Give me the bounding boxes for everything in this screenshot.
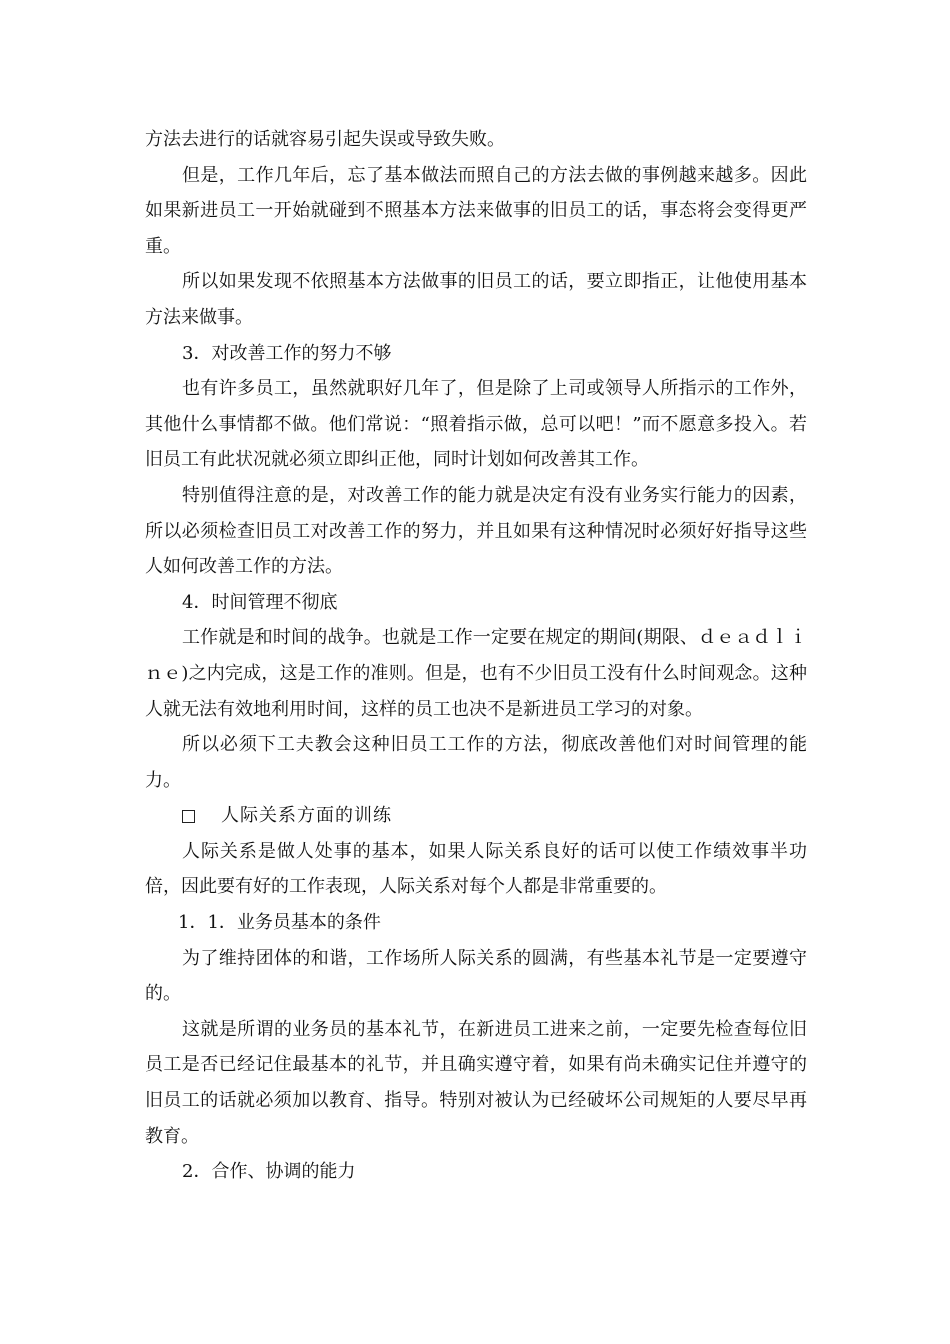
heading-item-2: 2．合作、协调的能力 — [182, 1161, 356, 1183]
paragraph-7: 所以必须下工夫教会这种旧员工工作的方法，彻底改善他们对时间管理的能力。 — [145, 734, 807, 791]
checkbox-icon — [182, 810, 195, 823]
section-heading — [145, 798, 807, 834]
heading-item-3: 3．对改善工作的努力不够 — [182, 342, 392, 364]
paragraph-5: 特别值得注意的是，对改善工作的能力就是决定有没有业务实行能力的因素，所以必须检查旧员工对改善工作的努力，并且如果有这种情况时必须好好指导这些人如何改善工作的方法。 — [145, 484, 807, 578]
paragraph-8: 人际关系是做人处事的基本，如果人际关系良好的话可以使工作绩效事半功倍，因此要有好的工作表现，人际关系对每个人都是非常重要的。 — [145, 840, 807, 898]
paragraph-10: 这就是所谓的业务员的基本礼节，在新进员工进来之前，一定要先检查每位旧员工是否已经记住最基本的礼节，并且确实遵守着，如果有尚未确实记住并遵守的旧员工的话就必须加以教育、指导。特别对被认为已经破坏公司规矩的人要尽早再教育。 — [145, 1018, 807, 1147]
paragraph-3: 所以如果发现不依照基本方法做事的旧员工的话，要立即指正，让他使用基本方法来做事。 — [145, 271, 807, 328]
paragraph-1: 方法去进行的话就容易引起失误或导致失败。 — [145, 129, 505, 150]
document-page — [145, 122, 807, 1190]
paragraph-9: 为了维持团体的和谐，工作场所人际关系的圆满，有些基本礼节是一定要遵守的。 — [145, 947, 807, 1005]
paragraph-2: 但是，工作几年后，忘了基本做法而照自己的方法去做的事例越来越多。因此如果新进员工一开始就碰到不照基本方法来做事的旧员工的话，事态将会变得更严重。 — [145, 164, 807, 257]
paragraph-4: 也有许多员工，虽然就职好几年了，但是除了上司或领导人所指示的工作外，其他什么事情都不做。他们常说：“照着指示做，总可以吧！”而不愿意多投入。若旧员工有此状况就必须立即纠正他，同时计划如何改善其工作。 — [145, 378, 807, 471]
heading-item-4: 4．时间管理不彻底 — [182, 591, 338, 613]
heading-item-1-1: 1．1．业务员基本的条件 — [178, 912, 381, 934]
paragraph-6: 工作就是和时间的战争。也就是工作一定要在规定的期间(期限、ｄｅａｄｌｉｎｅ)之内完成，这是工作的准则。但是，也有不少旧员工没有什么时间观念。这种人就无法有效地利用时间，这样的员工也决不是新进员工学习的对象。 — [145, 627, 807, 720]
section-title: 人际关系方面的训练 — [221, 805, 392, 827]
